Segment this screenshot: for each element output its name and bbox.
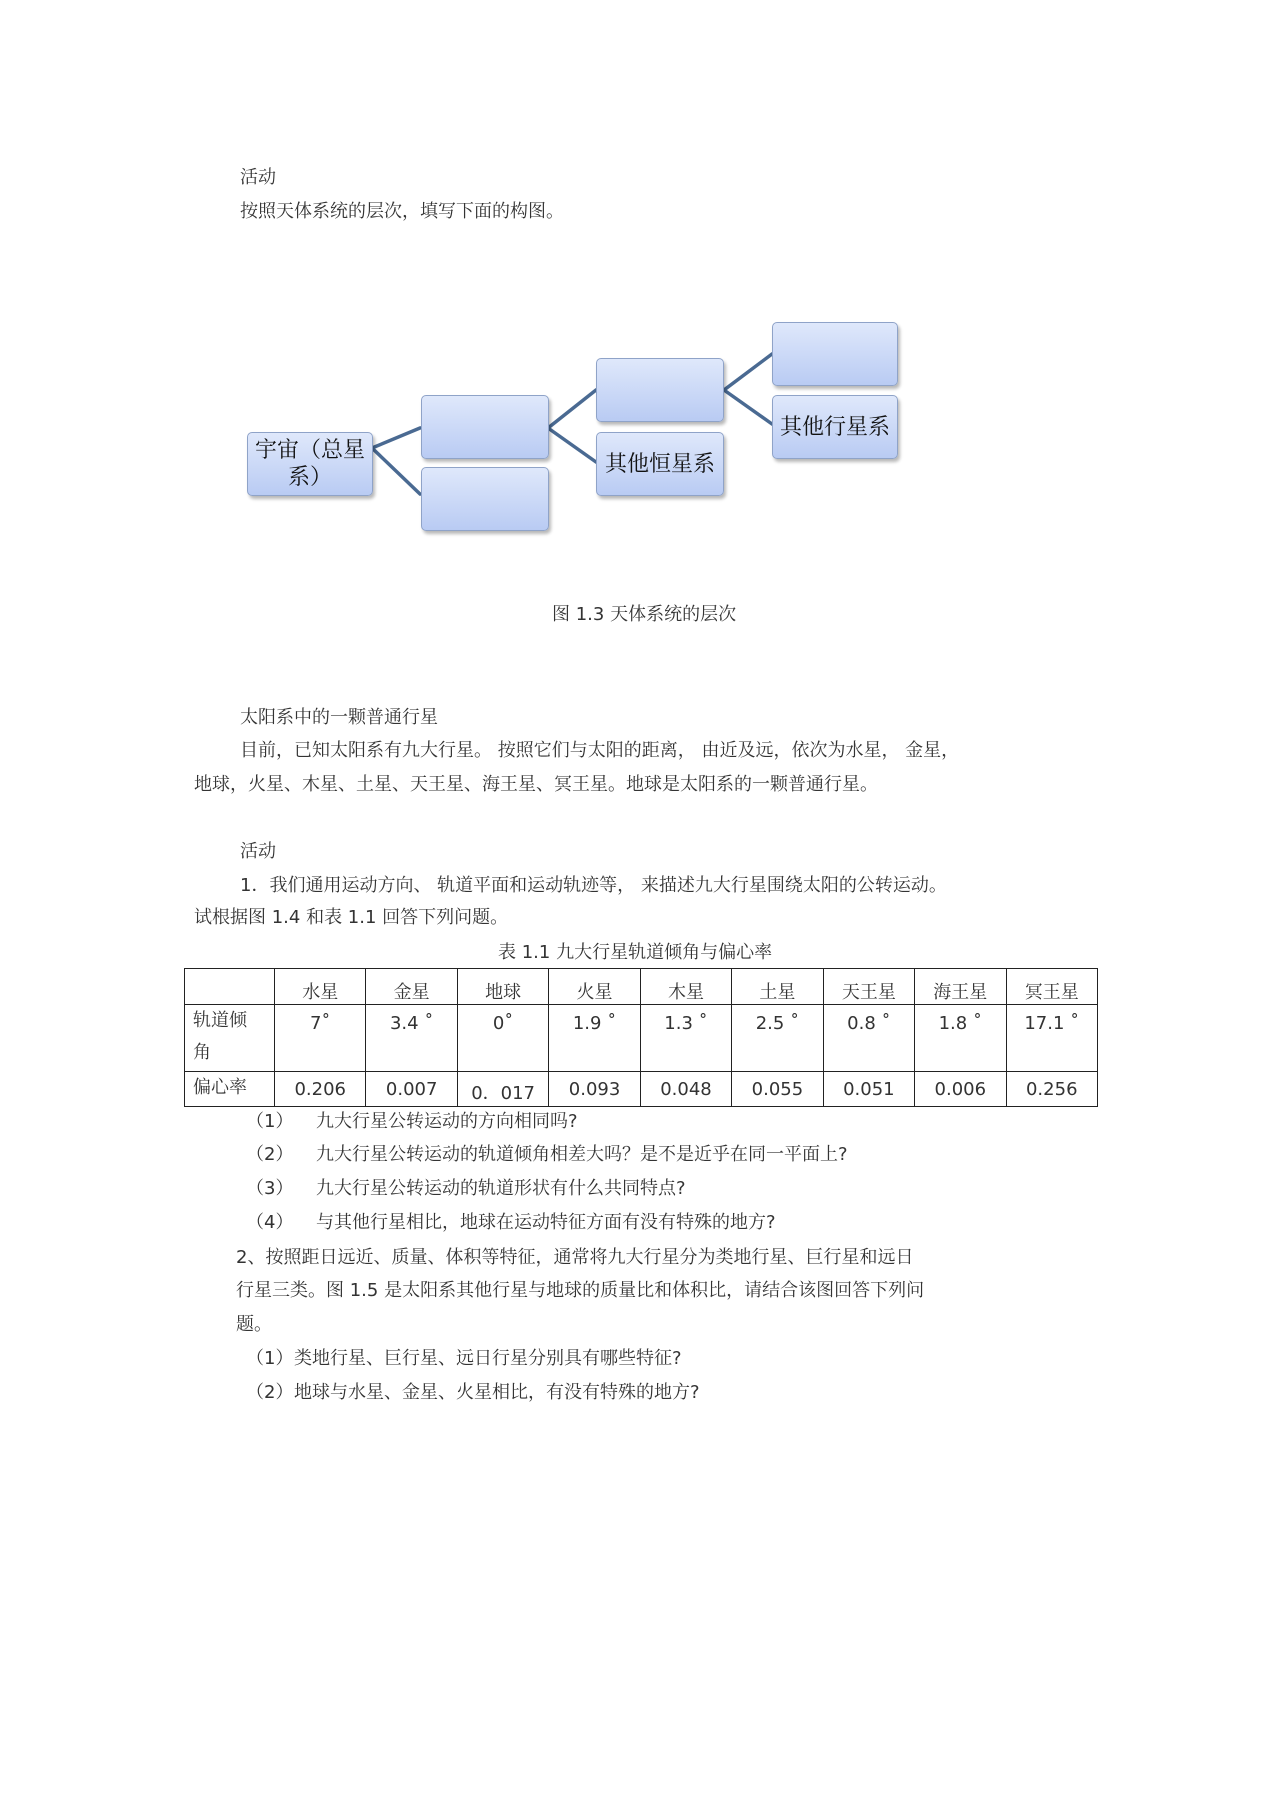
- sub-question-number: （2）: [246, 1382, 294, 1403]
- table-header-cell: 天王星: [823, 969, 914, 1005]
- question1-line2: 试根据图 1.4 和表 1.1 回答下列问题。: [194, 907, 509, 928]
- table-header-cell: 火星: [549, 969, 640, 1005]
- table-header-cell: 冥王星: [1006, 969, 1098, 1005]
- connector-root-top: [372, 428, 420, 448]
- connector-root-bottom: [372, 448, 420, 494]
- section-paragraph-line2: 地球，火星、木星、土星、天王星、海王星、冥王星。地球是太阳系的一颗普通行星。: [194, 774, 878, 795]
- table-cell: 0.093: [549, 1072, 640, 1107]
- table-cell: 0.006: [915, 1072, 1006, 1107]
- question2-line1: 2、按照距日远近、质量、体积等特征，通常将九大行星分为类地行星、巨行星和远日: [236, 1247, 914, 1268]
- table-row-label: 偏心率: [185, 1072, 275, 1107]
- table-cell: 0.051: [823, 1072, 914, 1107]
- sub-question-text: 九大行星公转运动的轨道形状有什么共同特点?: [316, 1178, 686, 1199]
- connector-l2-bottom: [724, 390, 772, 424]
- diagram-box-other-stellar-systems-label: 其他恒星系: [604, 451, 715, 477]
- sub-question-text: 类地行星、巨行星、远日行星分别具有哪些特征?: [294, 1348, 682, 1369]
- orbit-table: [184, 968, 1098, 1107]
- table-row-label: 轨道倾角: [185, 1005, 275, 1072]
- diagram-box-level1-bottom: [421, 467, 549, 531]
- table-cell: 1.3 ˚: [640, 1005, 731, 1072]
- sub-question-number: （2）: [246, 1144, 294, 1165]
- diagram-box-level2-top: [596, 358, 724, 422]
- table-cell: 0.256: [1006, 1072, 1098, 1107]
- diagram-box-level1-top: [421, 395, 549, 459]
- question2-line2: 行星三类。图 1.5 是太阳系其他行星与地球的质量比和体积比，请结合该图回答下列问: [236, 1280, 925, 1301]
- sub-question-number: （3）: [246, 1178, 294, 1199]
- table-cell: 1.9 ˚: [549, 1005, 640, 1072]
- table-cell: 17.1 ˚: [1006, 1005, 1098, 1072]
- table-cell: 1.8 ˚: [915, 1005, 1006, 1072]
- table-header-cell: 地球: [457, 969, 548, 1005]
- diagram-box-other-planetary-systems: [772, 395, 898, 459]
- table-cell: 7˚: [275, 1005, 366, 1072]
- connector-l1-bottom: [548, 428, 596, 462]
- table-cell: 0˚: [457, 1005, 548, 1072]
- table-cell: 0.048: [640, 1072, 731, 1107]
- table-caption: 表 1.1 九大行星轨道倾角与偏心率: [498, 942, 773, 963]
- activity2-heading: 活动: [240, 841, 276, 862]
- section-paragraph-line1: 目前，已知太阳系有九大行星。 按照它们与太阳的距离， 由近及远，依次为水星， 金星，: [240, 740, 960, 761]
- sub-question-number: （4）: [246, 1212, 294, 1233]
- sub-question-number: （1）: [246, 1111, 294, 1132]
- table-cell: 0.206: [275, 1072, 366, 1107]
- figure-caption: 图 1.3 天体系统的层次: [552, 604, 737, 625]
- table-row-eccentricity: [185, 1072, 1098, 1107]
- question2-line3: 题。: [236, 1314, 272, 1335]
- table-cell: 0.055: [732, 1072, 823, 1107]
- table-cell: 0．017: [457, 1072, 548, 1107]
- sub-question-number: （1）: [246, 1348, 294, 1369]
- sub-question-text: 与其他行星相比，地球在运动特征方面有没有特殊的地方?: [316, 1212, 776, 1233]
- connector-l1-top: [548, 390, 596, 428]
- question1-line1: 1．我们通用运动方向、 轨道平面和运动轨迹等， 来描述九大行星围绕太阳的公转运动。: [240, 875, 947, 896]
- table-header-cell: 水星: [275, 969, 366, 1005]
- section-title: 太阳系中的一颗普通行星: [240, 707, 438, 728]
- sub-question-text: 九大行星公转运动的轨道倾角相差大吗？是不是近乎在同一平面上?: [316, 1144, 848, 1165]
- table-cell: 0.007: [366, 1072, 457, 1107]
- diagram-box-other-stellar-systems: [596, 432, 724, 496]
- sub-question-text: 地球与水星、金星、火星相比，有没有特殊的地方?: [294, 1382, 700, 1403]
- table-header-cell: 海王星: [915, 969, 1006, 1005]
- table-corner-cell: [185, 969, 275, 1005]
- activity-instruction: 按照天体系统的层次，填写下面的构图。: [240, 201, 564, 222]
- sub-question-text: 九大行星公转运动的方向相同吗?: [316, 1111, 578, 1132]
- table-header-cell: 木星: [640, 969, 731, 1005]
- diagram-box-universe-label: 宇宙（总星系）: [254, 438, 365, 490]
- diagram-box-level3-top: [772, 322, 898, 386]
- table-cell: 2.5 ˚: [732, 1005, 823, 1072]
- activity-heading: 活动: [240, 167, 276, 188]
- table-header-row: [185, 969, 1098, 1005]
- table-header-cell: 土星: [732, 969, 823, 1005]
- diagram-box-universe: [247, 432, 373, 496]
- table-cell: 3.4 ˚: [366, 1005, 457, 1072]
- diagram-box-other-planetary-systems-label: 其他行星系: [779, 414, 890, 440]
- table-cell: 0.8 ˚: [823, 1005, 914, 1072]
- table-header-cell: 金星: [366, 969, 457, 1005]
- table-row-inclination: [185, 1005, 1098, 1072]
- connector-l2-top: [724, 354, 772, 390]
